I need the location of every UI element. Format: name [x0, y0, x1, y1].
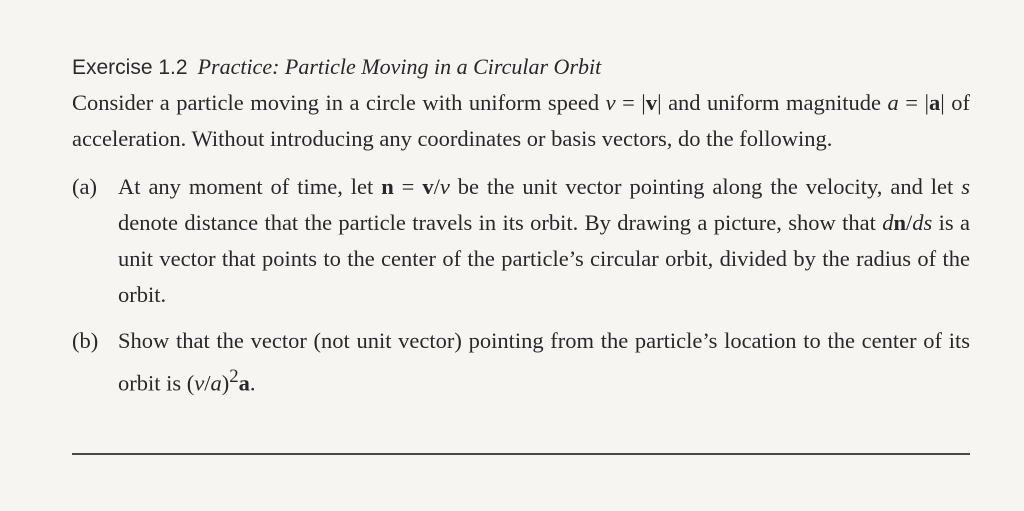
intro-equals-1: = | [615, 90, 646, 115]
symbol-v: v [194, 370, 205, 396]
vector-a: a [238, 370, 250, 396]
part-a [72, 169, 970, 313]
bottom-rule [72, 453, 970, 455]
part-b-period: . [249, 370, 256, 396]
part-a-slash-2: / [905, 210, 913, 235]
symbol-s: s [961, 174, 970, 199]
vector-v: v [645, 90, 658, 115]
intro-text-2: | and uniform magnitude [657, 90, 888, 115]
vector-n: n [893, 210, 906, 235]
vector-a: a [928, 90, 941, 115]
part-a-text-1: At any moment of time, let [118, 174, 382, 199]
symbol-a: a [210, 370, 222, 396]
part-b-close-paren: ) [221, 370, 230, 396]
part-a-body [118, 169, 970, 313]
intro-text-3: | of acceleration. Without introducing any coordinates or basis vectors, do the following. [72, 90, 970, 151]
part-b-text-1: Show that the vector (not unit vector) pointing from the particle’s location to the center of its orbit is ( [118, 328, 970, 396]
part-b-slash: / [204, 370, 211, 396]
part-a-label: (a) [72, 174, 97, 199]
intro-equals-2: = | [898, 90, 929, 115]
part-a-slash: / [433, 174, 440, 199]
exponent-2: 2 [229, 366, 239, 387]
part-a-equals: = [393, 174, 423, 199]
symbol-a: a [887, 90, 899, 115]
symbol-v: v [439, 174, 450, 199]
part-b-body [118, 323, 970, 402]
part-a-text-4: is a unit vector that points to the center of the particle’s circular orbit, divided by the radius of the orbit. [118, 210, 970, 307]
part-b [72, 323, 970, 402]
symbol-ds: ds [912, 210, 933, 235]
part-b-label: (b) [72, 328, 99, 353]
symbol-v: v [605, 90, 616, 115]
vector-v: v [422, 174, 434, 199]
exercise-heading [72, 50, 970, 85]
part-a-text-3: denote distance that the particle travels in its orbit. By drawing a picture, show that [118, 210, 883, 235]
exercise-block [72, 50, 970, 412]
symbol-d: d [882, 210, 894, 235]
part-a-text-2: be the unit vector pointing along the velocity, and let [449, 174, 962, 199]
vector-n: n [381, 174, 394, 199]
exercise-title: Practice: Particle Moving in a Circular Orbit [197, 54, 602, 79]
exercise-intro [72, 85, 970, 157]
intro-text-1: Consider a particle moving in a circle with uniform speed [72, 90, 606, 115]
exercise-parts [72, 169, 970, 402]
exercise-label: Exercise 1.2 [72, 56, 188, 79]
